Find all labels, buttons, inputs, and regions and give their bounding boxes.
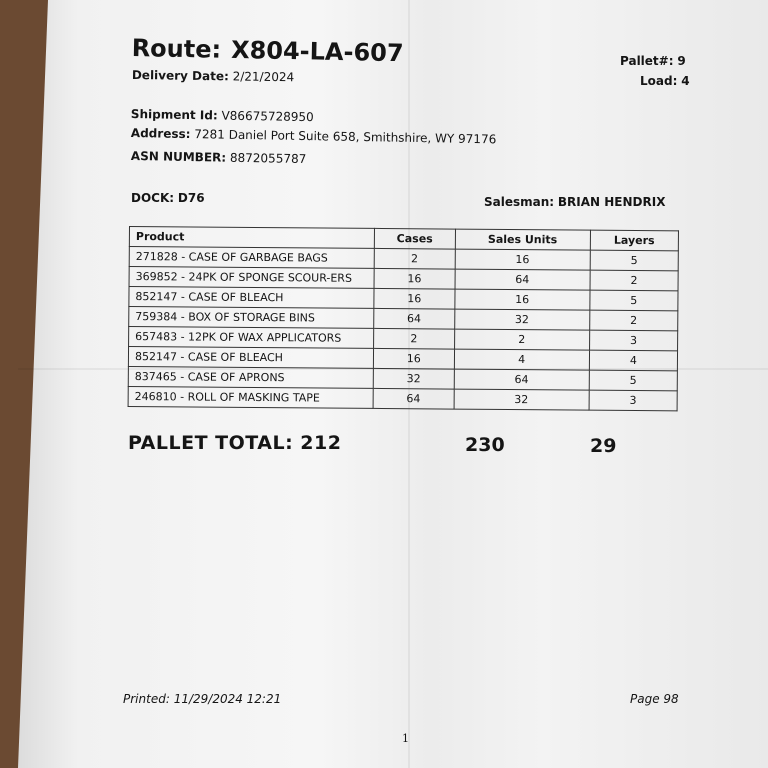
header-layers: Layers [590,230,678,251]
cell-product: 271828 - CASE OF GARBAGE BAGS [129,247,374,269]
pallet-total-layers: 29 [590,435,617,457]
cell-cases: 32 [373,368,454,389]
pallet-total [128,432,341,454]
pallet-total-units: 230 [465,434,505,456]
salesman-label: Salesman: [484,195,555,209]
cell-sales-units: 32 [454,309,589,330]
cell-sales-units: 64 [455,269,590,290]
product-table [128,226,679,411]
cell-product: 837465 - CASE OF APRONS [128,366,373,388]
shipment-id [131,107,314,124]
cell-product: 246810 - ROLL OF MASKING TAPE [128,386,373,408]
pallet-total-cases: 212 [300,432,342,454]
address-value: 7281 Daniel Port Suite 658, Smithshire, WY 97176 [194,127,497,147]
cell-sales-units: 2 [454,329,589,350]
cell-product: 657483 - 12PK OF WAX APPLICATORS [129,327,374,349]
cell-sales-units: 16 [454,289,589,310]
cell-layers: 4 [589,350,677,371]
pallet-value: 9 [677,54,686,68]
salesman [484,195,665,209]
page-label: Page 98 [630,692,679,706]
cell-sales-units: 4 [454,349,589,370]
cell-product: 369852 - 24PK OF SPONGE SCOUR-ERS [129,267,374,289]
cell-product: 759384 - BOX OF STORAGE BINS [129,307,374,329]
header-product: Product [129,227,374,249]
load-number [640,74,690,88]
delivery-date [132,68,294,84]
shipment-id-value: V86675728950 [221,108,314,125]
asn-label: ASN NUMBER: [130,149,227,165]
cell-sales-units: 16 [455,249,590,270]
dock [131,191,205,205]
printed-label: Printed: [123,692,170,706]
address-label: Address: [130,126,191,142]
product-table-wrapper [128,226,679,411]
cell-sales-units: 32 [454,389,589,410]
cell-cases: 64 [373,388,454,409]
salesman-value: BRIAN HENDRIX [557,195,666,209]
address [131,126,497,146]
cell-product: 852147 - CASE OF BLEACH [128,347,373,369]
cell-layers: 3 [589,330,677,351]
cell-product: 852147 - CASE OF BLEACH [129,287,374,309]
shipment-id-label: Shipment Id: [130,107,218,123]
asn-value: 8872055787 [229,150,307,167]
route-value: X804-LA-607 [230,35,404,68]
load-label: Load: [640,74,678,88]
cell-layers: 2 [589,310,677,331]
printed-timestamp [123,692,281,706]
pallet-label: Pallet#: [620,54,674,68]
cell-layers: 5 [590,250,678,271]
route-label: Route: [131,34,222,64]
delivery-date-value: 2/21/2024 [232,69,295,85]
dock-label: DOCK: [131,191,175,205]
cell-sales-units: 64 [454,369,589,390]
delivery-date-label: Delivery Date: [131,68,229,84]
cell-cases: 2 [374,328,455,349]
route-heading [131,34,403,67]
cell-layers: 3 [589,390,677,411]
cell-layers: 5 [589,370,677,391]
cell-cases: 16 [374,288,455,309]
cell-cases: 16 [374,268,455,289]
printed-value: 11/29/2024 12:21 [173,692,282,706]
cell-cases: 16 [373,348,454,369]
cell-layers: 5 [590,290,678,311]
cell-cases: 64 [374,308,455,329]
table-row [128,386,677,410]
cell-layers: 2 [590,270,678,291]
pallet-number [620,54,686,68]
pallet-total-label: PALLET TOTAL: [128,432,294,454]
page-number: 1 [402,732,409,745]
header-sales-units: Sales Units [455,229,590,250]
load-value: 4 [681,74,690,88]
dock-value: D76 [177,191,205,205]
cell-cases: 2 [374,248,455,269]
header-cases: Cases [374,228,455,249]
asn-number [131,149,307,166]
